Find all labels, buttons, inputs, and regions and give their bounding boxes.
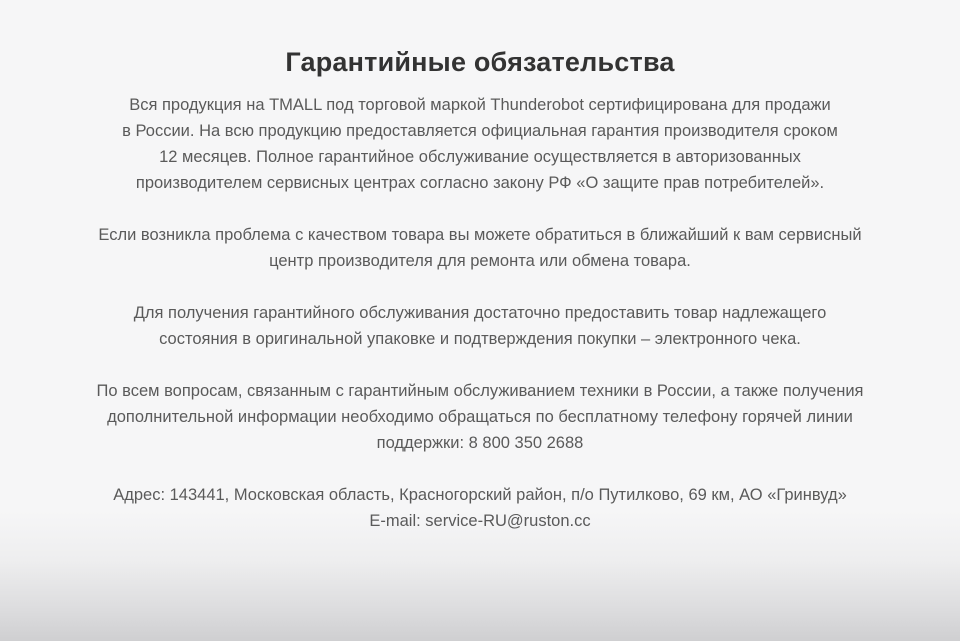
paragraph-contacts <box>30 482 930 534</box>
email-line: E-mail: service-RU@ruston.cc <box>369 512 591 530</box>
text-line: состояния в оригинальной упаковке и подтверждения покупки – электронного чека. <box>159 330 801 348</box>
text-line: 12 месяцев. Полное гарантийное обслуживание осуществляется в авторизованных <box>159 148 801 166</box>
text-line: Вся продукция на TMALL под торговой маркой Thunderobot сертифицирована для продажи <box>129 96 831 114</box>
text-line: Для получения гарантийного обслуживания достаточно предоставить товар надлежащего <box>133 304 827 322</box>
paragraph-certification <box>30 92 930 196</box>
text-line: в России. На всю продукцию предоставляется официальная гарантия производителя сроком <box>122 122 838 140</box>
paragraph-service-center <box>30 222 930 274</box>
text-line: дополнительной информации необходимо обращаться по бесплатному телефону горячей линии <box>107 408 853 426</box>
hotline-phone: поддержки: 8 800 350 2688 <box>376 434 584 452</box>
paragraph-hotline <box>30 378 930 456</box>
page-title: Гарантийные обязательства <box>285 47 675 77</box>
paragraph-requirements <box>30 300 930 352</box>
warranty-content <box>30 92 930 534</box>
address-line: Адрес: 143441, Московская область, Красногорский район, п/о Путилково, 69 км, АО «Гринвуд» <box>113 486 847 504</box>
text-line: центр производителя для ремонта или обмена товара. <box>269 252 691 270</box>
text-line: Если возникла проблема с качеством товара вы можете обратиться в ближайший к вам сервисный <box>98 226 862 244</box>
text-line: По всем вопросам, связанным с гарантийным обслуживанием техники в России, а также получения <box>96 382 864 400</box>
text-line: производителем сервисных центрах согласно закону РФ «О защите прав потребителей». <box>135 174 825 192</box>
